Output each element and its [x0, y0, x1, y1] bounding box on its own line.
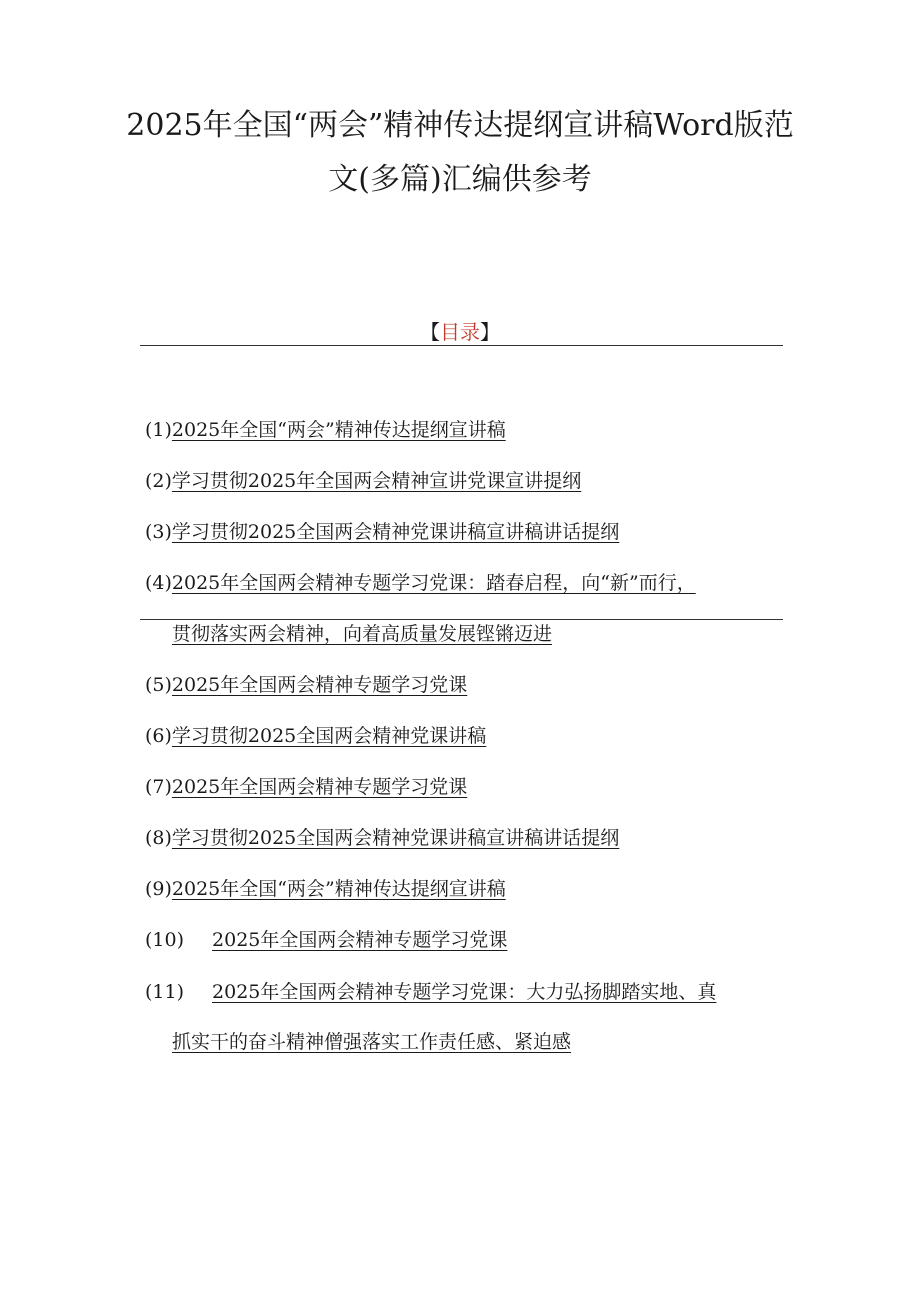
toc-entry-number: (4): [145, 572, 172, 594]
toc-divider: [140, 345, 783, 346]
toc-entry-4-continued[interactable]: [172, 621, 552, 647]
toc-entry-link[interactable]: 学习贯彻2025年全国两会精神宣讲党课宣讲提纲: [171, 470, 582, 492]
toc-entry-number: (5): [145, 674, 172, 696]
toc-entry-link[interactable]: 2025年全国两会精神专题学习党课: [212, 929, 508, 951]
toc-entry-11[interactable]: [145, 979, 716, 1005]
toc-entry-4[interactable]: [145, 570, 696, 596]
toc-entry-number: (6): [145, 725, 172, 747]
toc-entry-9[interactable]: [145, 876, 506, 902]
toc-entry-link[interactable]: 2025年全国两会精神专题学习党课: [171, 776, 468, 798]
toc-entry-11-continued[interactable]: [172, 1029, 571, 1055]
toc-entry-number: (2): [145, 470, 172, 492]
toc-heading: [0, 318, 920, 346]
toc-entry-link[interactable]: 2025年全国“两会”精神传达提纲宣讲稿: [171, 419, 506, 441]
toc-entry-number: (11): [145, 981, 185, 1003]
toc-entry-number: (7): [145, 776, 172, 798]
toc-entry-5[interactable]: [145, 672, 467, 698]
toc-entry-7[interactable]: [145, 774, 467, 800]
toc-entry-8[interactable]: [145, 825, 619, 851]
toc-entry-link[interactable]: 学习贯彻2025全国两会精神党课讲稿宣讲稿讲话提纲: [171, 521, 620, 543]
toc-entry-2[interactable]: [145, 468, 581, 494]
toc-entry-number: (3): [145, 521, 172, 543]
toc-bracket-open: 【: [420, 320, 440, 344]
toc-entry-link[interactable]: 2025年全国“两会”精神传达提纲宣讲稿: [171, 878, 506, 900]
toc-entry-number: (9): [145, 878, 172, 900]
toc-entry-link[interactable]: 2025年全国两会精神专题学习党课: [171, 674, 468, 696]
toc-entry-1[interactable]: [145, 417, 506, 443]
toc-entry-link[interactable]: 学习贯彻2025全国两会精神党课讲稿宣讲稿讲话提纲: [171, 827, 620, 849]
document-title-line-1: 2025年全国“两会”精神传达提纲宣讲稿Word版范: [126, 108, 794, 143]
toc-entry-number: (8): [145, 827, 172, 849]
toc-entry-link-continued[interactable]: 贯彻落实两会精神，向着高质量发展铿锵迈进: [172, 623, 553, 645]
toc-entry-link[interactable]: 2025年全国两会精神专题学习党课：大力弘扬脚踏实地、真: [212, 981, 717, 1003]
toc-entry-6[interactable]: [145, 723, 486, 749]
toc-entry-link-continued[interactable]: 抓实干的奋斗精神僧强落实工作责任感、紧迫感: [172, 1031, 572, 1053]
toc-heading-word: 目录: [440, 320, 480, 344]
toc-entry-link[interactable]: 2025年全国两会精神专题学习党课：踏春启程，向“新”而行，: [171, 572, 696, 594]
document-title-line-2: 文(多篇)汇编供参考: [328, 162, 592, 197]
toc-entry-10[interactable]: [145, 927, 507, 953]
toc-entry-4-divider: [140, 619, 783, 620]
toc-entry-number: (1): [145, 419, 172, 441]
toc-entry-3[interactable]: [145, 519, 619, 545]
toc-bracket-close: 】: [480, 320, 500, 344]
toc-entry-number: (10): [145, 929, 185, 951]
toc-entry-link[interactable]: 学习贯彻2025全国两会精神党课讲稿: [171, 725, 487, 747]
